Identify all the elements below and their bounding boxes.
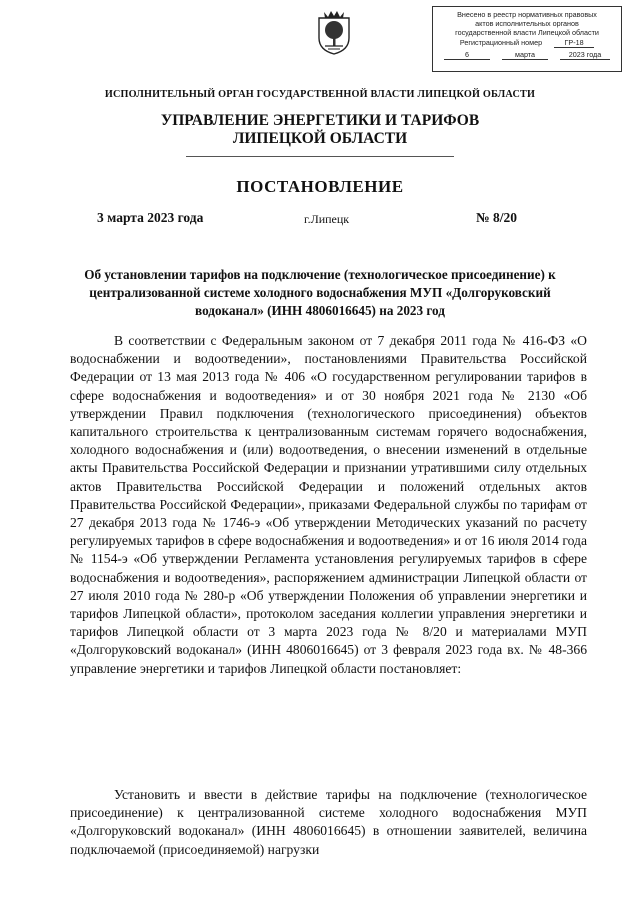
coat-of-arms-icon [316, 8, 352, 56]
body-paragraph: В соответствии с Федеральным законом от 7 декабря 2011 года № 416-ФЗ «О водоснабжении и водоотведении», постановлениями Правительства Российской Федерации от 13 мая 2013 года № 406 «О государственном регулировании тарифов в сфере водоснабжения и водоотведения» и от 30 ноября 2021 года № 2130 «Об утверждении Правил подключения (технологического присоединения) объектов капитального строительства к централизованным системам горячего водоснабжения, холодного водоснабжения и (или) водоотведения, о внесении изменений в отдельные акты Правительства Российской Федерации и признании утратившими силу отдельных актов Правительства Российской Федерации и положений отдельных актов Правительства Российской Федерации», приказами Федеральной службы по тарифам от 27 декабря 2013 года № 1746-э «Об утверждении Методических указаний по расчету регулируемых тарифов в сфере водоснабжения и водоотведения» и от 16 июля 2014 года № 1154-э «Об утверждении Регламента установления регулируемых тарифов в сфере водоснабжения и водоотведения», распоряжением администрации Липецкой области от 27 июля 2010 года № 280-р «Об утверждении Положения об управлении энергетики и тарифов Липецкой области», протоколом заседания коллегии управления энергетики и тарифов Липецкой области от 3 марта 2023 года № 8/20 и материалами МУП «Долгоруковский водоканал» (ИНН 4806016645) от 3 февраля 2023 года вх. № 48-366 управление энергетики и тарифов Липецкой области постановляет: [70, 333, 587, 676]
department-title [0, 112, 640, 148]
stamp-month: марта [502, 50, 548, 60]
document-type: ПОСТАНОВЛЕНИЕ [236, 177, 404, 196]
stamp-line: государственной власти Липецкой области [455, 28, 599, 37]
document-date: 3 марта 2023 года [97, 210, 204, 225]
stamp-line: Внесено в реестр нормативных правовых [457, 10, 597, 19]
stamp-line: актов исполнительных органов [475, 19, 579, 28]
stamp-day: 6 [444, 50, 490, 60]
department-title-line: УПРАВЛЕНИЕ ЭНЕРГЕТИКИ И ТАРИФОВ [160, 112, 480, 129]
document-place: г.Липецк [304, 212, 350, 226]
stamp-reg-number: ГР-18 [554, 38, 594, 48]
document-subject: Об установлении тарифов на подключение (технологическое присоединение) к централизованной системе холодного водоснабжения МУП «Долгоруковский водоканал» (ИНН 4806016645) на 2023 год [84, 267, 556, 318]
divider [186, 156, 454, 157]
stamp-year: 2023 года [560, 50, 610, 60]
stamp-reg-label: Регистрационный номер [459, 38, 543, 47]
registration-stamp [432, 6, 622, 72]
document-number: № 8/20 [476, 210, 517, 225]
department-title-line: ЛИПЕЦКОЙ ОБЛАСТИ [232, 130, 408, 147]
body-paragraph: Установить и ввести в действие тарифы на подключение (технологическое присоединение) к централизованной системе холодного водоснабжения МУП «Долгоруковский водоканал» (ИНН 4806016645) в отношении заявителей, величина подключаемой (присоединяемой) нагрузки [70, 787, 587, 857]
authority-heading: ИСПОЛНИТЕЛЬНЫЙ ОРГАН ГОСУДАРСТВЕННОЙ ВЛАСТИ ЛИПЕЦКОЙ ОБЛАСТИ [104, 89, 536, 100]
